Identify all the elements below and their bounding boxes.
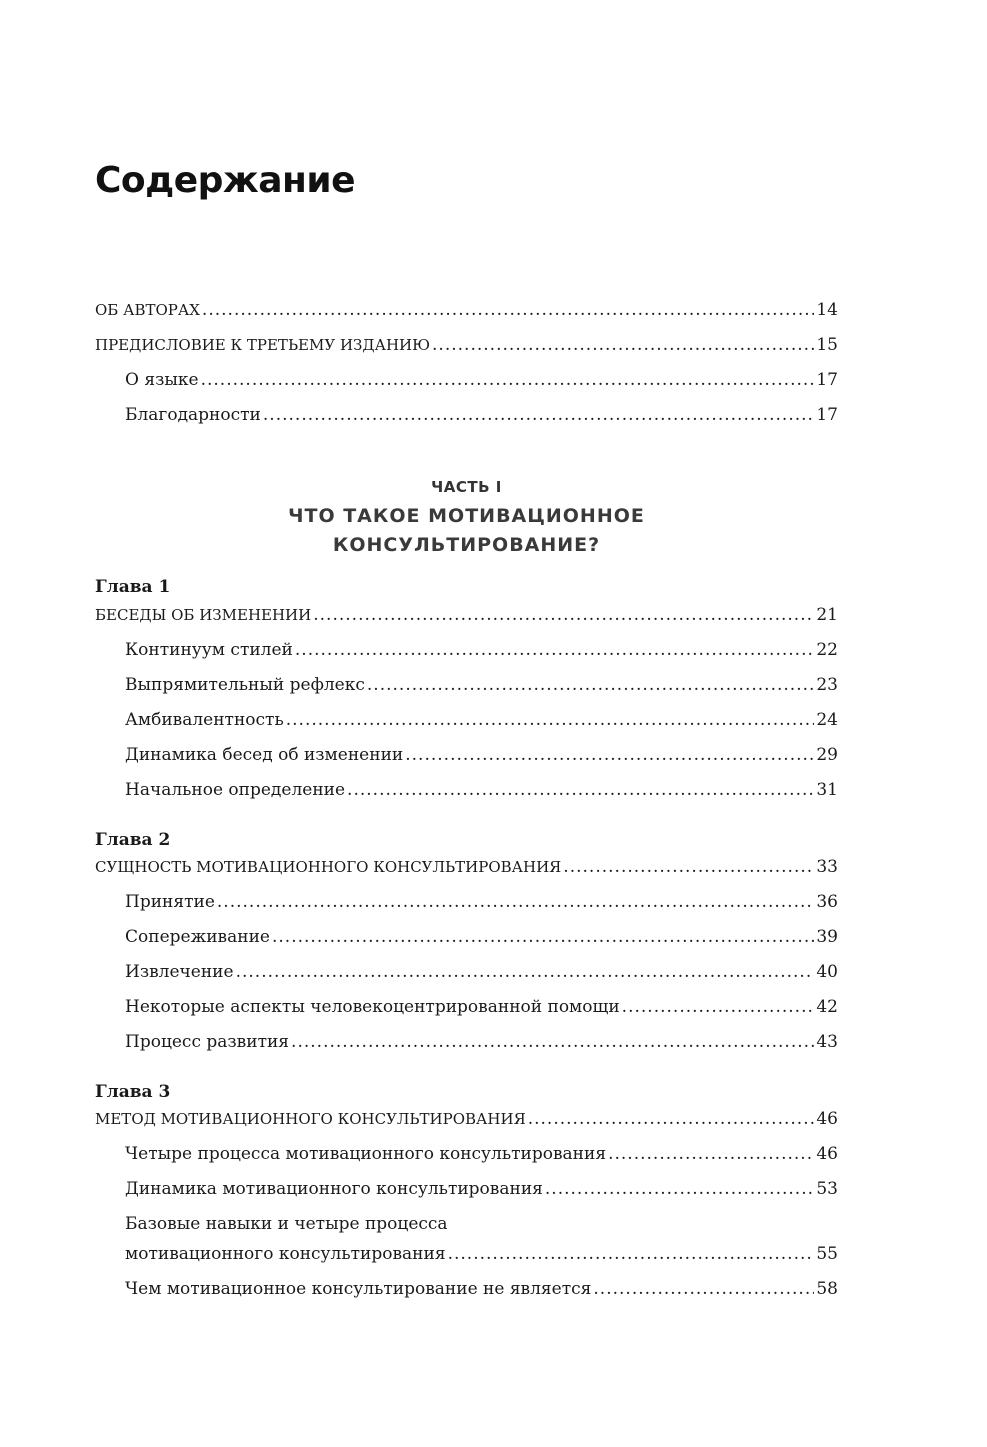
- dot-leader: [347, 780, 814, 800]
- dot-leader: [201, 370, 815, 390]
- dot-leader: [593, 1279, 814, 1299]
- dot-leader: [528, 1109, 815, 1129]
- dot-leader: [448, 1244, 815, 1264]
- part-number: ЧАСТЬ I: [431, 478, 502, 496]
- toc-entry[interactable]: [125, 780, 838, 810]
- toc-entry[interactable]: [125, 892, 838, 922]
- toc-entry-chapter-1[interactable]: [95, 605, 838, 635]
- toc-entry-page: 17: [816, 405, 838, 425]
- toc-entry-label: Некоторые аспекты человекоцентрированной помощи: [125, 997, 620, 1017]
- toc-entry-label: Извлечение: [125, 962, 234, 982]
- toc-entry-language[interactable]: [125, 370, 838, 400]
- dot-leader: [563, 857, 814, 877]
- toc-entry-page: 43: [816, 1032, 838, 1052]
- toc-entry-page: 46: [816, 1109, 838, 1129]
- toc-entry-page: 15: [816, 335, 838, 355]
- toc-entry-label: Чем мотивационное консультирование не является: [125, 1279, 592, 1299]
- toc-entry-page: 58: [816, 1279, 838, 1299]
- toc-entry-page: 40: [816, 962, 838, 982]
- dot-leader: [545, 1179, 814, 1199]
- dot-leader: [263, 405, 814, 425]
- toc-entry[interactable]: [125, 1032, 838, 1062]
- toc-entry-page: 29: [816, 745, 838, 765]
- toc-entry-chapter-3[interactable]: [95, 1109, 838, 1139]
- toc-entry-page: 55: [816, 1244, 838, 1264]
- toc-entry-preface[interactable]: [95, 335, 838, 365]
- dot-leader: [313, 605, 814, 625]
- toc-entry-label-line1[interactable]: Базовые навыки и четыре процесса: [125, 1214, 448, 1234]
- dot-leader: [405, 745, 814, 765]
- toc-entry[interactable]: [125, 1279, 838, 1309]
- toc-entry-label: Сопереживание: [125, 927, 270, 947]
- toc-entry[interactable]: [125, 640, 838, 670]
- dot-leader: [295, 640, 814, 660]
- chapter-heading: Глава 2: [95, 830, 171, 850]
- toc-entry[interactable]: [125, 997, 838, 1027]
- part-title-line2: КОНСУЛЬТИРОВАНИЕ?: [332, 534, 601, 556]
- toc-entry-label: О языке: [125, 370, 199, 390]
- dot-leader: [432, 335, 814, 355]
- dot-leader: [291, 1032, 814, 1052]
- toc-entry-page: 17: [816, 370, 838, 390]
- toc-entry-acknowledgements[interactable]: [125, 405, 838, 435]
- toc-entry-page: 24: [816, 710, 838, 730]
- part-title-line1: ЧТО ТАКОЕ МОТИВАЦИОННОЕ: [288, 505, 645, 527]
- chapter-heading: Глава 3: [95, 1082, 171, 1102]
- dot-leader: [367, 675, 814, 695]
- toc-entry-label: Континуум стилей: [125, 640, 293, 660]
- dot-leader: [236, 962, 815, 982]
- toc-entry-label: МЕТОД МОТИВАЦИОННОГО КОНСУЛЬТИРОВАНИЯ: [95, 1110, 526, 1128]
- toc-entry-label: Амбивалентность: [125, 710, 284, 730]
- toc-entry-label: Начальное определение: [125, 780, 346, 800]
- toc-entry-label: ОБ АВТОРАХ: [95, 301, 200, 319]
- toc-entry-about-authors[interactable]: [95, 300, 838, 330]
- dot-leader: [217, 892, 814, 912]
- toc-entry-label: Принятие: [125, 892, 215, 912]
- toc-entry[interactable]: [125, 927, 838, 957]
- page-title: Содержание: [95, 160, 356, 201]
- toc-entry[interactable]: [125, 1144, 838, 1174]
- toc-entry-label: БЕСЕДЫ ОБ ИЗМЕНЕНИИ: [95, 606, 312, 624]
- toc-entry-label: мотивационного консультирования: [125, 1244, 446, 1264]
- toc-entry-label: Четыре процесса мотивационного консультирования: [125, 1144, 607, 1164]
- toc-entry-page: 36: [816, 892, 838, 912]
- toc-entry-page: 22: [816, 640, 838, 660]
- toc-entry-page: 14: [816, 300, 838, 320]
- toc-entry-page: 39: [816, 927, 838, 947]
- toc-entry-label: Процесс развития: [125, 1032, 290, 1052]
- toc-entry-label: ПРЕДИСЛОВИЕ К ТРЕТЬЕМУ ИЗДАНИЮ: [95, 336, 431, 354]
- toc-entry[interactable]: [125, 962, 838, 992]
- dot-leader: [622, 997, 815, 1017]
- dot-leader: [608, 1144, 814, 1164]
- toc-entry-label: Благодарности: [125, 405, 261, 425]
- toc-entry-page: 21: [816, 605, 838, 625]
- chapter-heading: Глава 1: [95, 577, 171, 597]
- toc-entry[interactable]: [125, 1244, 838, 1274]
- toc-entry-page: 46: [816, 1144, 838, 1164]
- toc-entry-page: 42: [816, 997, 838, 1017]
- dot-leader: [202, 300, 814, 320]
- dot-leader: [272, 927, 814, 947]
- dot-leader: [286, 710, 815, 730]
- toc-entry-chapter-2[interactable]: [95, 857, 838, 887]
- toc-entry-label: Динамика бесед об изменении: [125, 745, 404, 765]
- toc-entry-page: 31: [816, 780, 838, 800]
- toc-entry-label: СУЩНОСТЬ МОТИВАЦИОННОГО КОНСУЛЬТИРОВАНИЯ: [95, 858, 562, 876]
- toc-entry[interactable]: [125, 710, 838, 740]
- toc-entry-label: Динамика мотивационного консультирования: [125, 1179, 543, 1199]
- toc-entry-page: 23: [816, 675, 838, 695]
- toc-entry[interactable]: [125, 675, 838, 705]
- toc-entry[interactable]: [125, 745, 838, 775]
- toc-entry-label: Выпрямительный рефлекс: [125, 675, 365, 695]
- toc-entry-page: 33: [816, 857, 838, 877]
- toc-entry-page: 53: [816, 1179, 838, 1199]
- toc-entry[interactable]: [125, 1179, 838, 1209]
